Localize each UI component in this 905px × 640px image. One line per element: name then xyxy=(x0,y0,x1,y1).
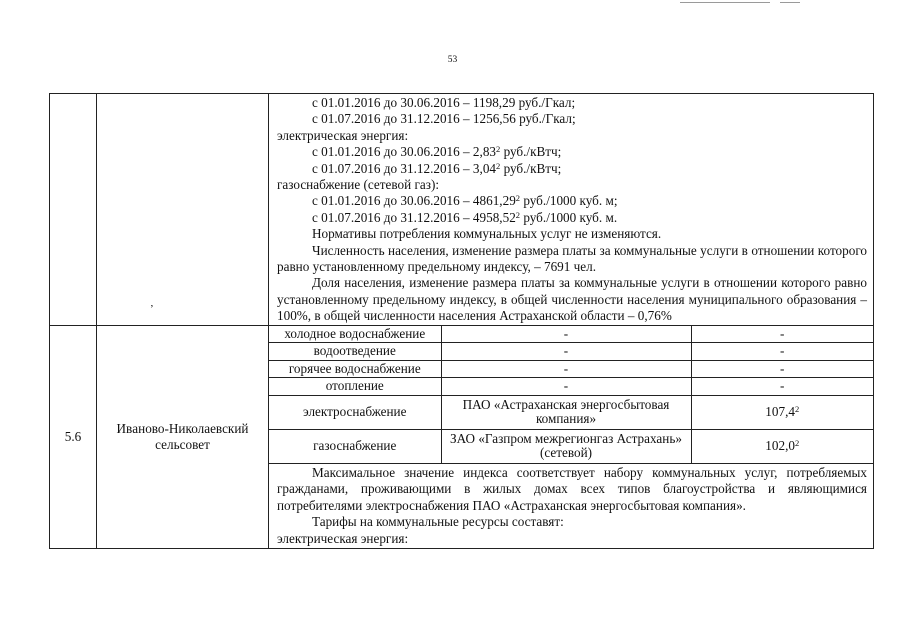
service-index: 102,0$^2$ xyxy=(691,429,873,463)
row-description-cell xyxy=(269,325,874,548)
tariff-table xyxy=(49,93,874,549)
service-provider: - xyxy=(441,326,691,343)
share-paragraph: Доля населения, изменение размера платы за коммунальные услуги в отношении которого равно установленному предельному индексу, в общей численности населения муниципального образования – 100%, в общей численности населения Астраханской области – 0,76% xyxy=(277,275,867,324)
services-table xyxy=(269,326,873,464)
max-index-paragraph: Максимальное значение индекса соответствует набору коммунальных услуг, потребляемых гражданами, проживающими в жилых домах всех типов благоустройства и являющимися потребителями электроснабжения ПАО «Астраханская энергосбытовая компания». xyxy=(277,464,867,513)
service-provider: - xyxy=(441,343,691,361)
electric-tariff-line-2: с 01.07.2016 до 31.12.2016 – 3,04$^2$ руб./кВтч; xyxy=(312,160,562,176)
service-name: отопление xyxy=(269,378,441,396)
service-index: - xyxy=(691,343,873,361)
service-row xyxy=(269,378,873,396)
norms-statement: Нормативы потребления коммунальных услуг не изменяются. xyxy=(312,226,662,242)
tariffs-intro: Тарифы на коммунальные ресурсы составят: xyxy=(312,514,564,530)
row-name-cell xyxy=(97,94,269,326)
gas-supply-label: газоснабжение (сетевой газ): xyxy=(277,177,440,193)
page-number: 53 xyxy=(447,55,458,65)
service-row xyxy=(269,343,873,361)
service-name: холодное водоснабжение xyxy=(269,326,441,343)
service-index: - xyxy=(691,378,873,396)
top-rule-right xyxy=(780,2,800,3)
service-name: электроснабжение xyxy=(269,395,441,429)
service-index: 107,4$^2$ xyxy=(691,395,873,429)
table-row-5-6 xyxy=(50,325,874,548)
service-name: водоотведение xyxy=(269,343,441,361)
row-number-cell xyxy=(50,94,97,326)
service-provider: - xyxy=(441,360,691,378)
service-provider: ЗАО «Газпром межрегионгаз Астрахань» (сетевой) xyxy=(441,429,691,463)
electric-tariff-line-1: с 01.01.2016 до 30.06.2016 – 2,83$^2$ руб./кВтч; xyxy=(312,144,562,160)
service-row xyxy=(269,326,873,343)
top-rule-left xyxy=(680,2,770,3)
service-index: - xyxy=(691,360,873,378)
stray-mark: ʼ xyxy=(150,303,154,315)
population-paragraph: Численность населения, изменение размера платы за коммунальные услуги в отношении которого равно установленному предельному индексу, – 7691 чел. xyxy=(277,242,867,275)
service-provider: ПАО «Астраханская энергосбытовая компания» xyxy=(441,395,691,429)
gas-tariff-line-1: с 01.01.2016 до 30.06.2016 – 4861,29$^2$ руб./1000 куб. м; xyxy=(312,193,618,209)
heat-tariff-line-1: с 01.01.2016 до 30.06.2016 – 1198,29 руб./Гкал; xyxy=(312,95,576,110)
service-row xyxy=(269,360,873,378)
service-row xyxy=(269,429,873,463)
row-description-cell xyxy=(269,94,874,326)
municipality-name: Ивaново-Николаевский сельсовет xyxy=(97,325,269,548)
gas-tariff-line-2: с 01.07.2016 до 31.12.2016 – 4958,52$^2$ руб./1000 куб. м. xyxy=(312,209,618,225)
row-number: 5.6 xyxy=(50,325,97,548)
table-row-continued xyxy=(50,94,874,326)
service-name: горячее водоснабжение xyxy=(269,360,441,378)
heat-tariff-line-2: с 01.07.2016 до 31.12.2016 – 1256,56 руб./Гкал; xyxy=(312,111,576,127)
service-provider: - xyxy=(441,378,691,396)
service-name: газоснабжение xyxy=(269,429,441,463)
electric-energy-label: электрическая энергия: xyxy=(277,127,409,143)
service-row xyxy=(269,395,873,429)
electric-energy-label: электрическая энергия: xyxy=(277,531,409,547)
service-index: - xyxy=(691,326,873,343)
